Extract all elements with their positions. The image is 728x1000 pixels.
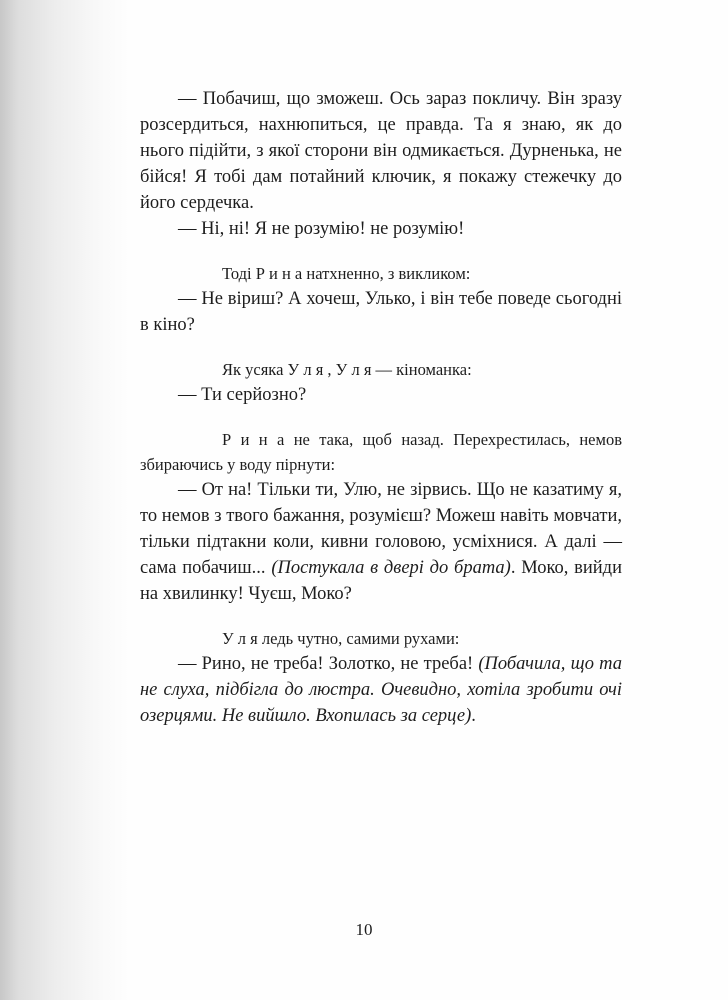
- italic-run: (Постукала в двері до брата): [271, 558, 511, 578]
- text-run: — Не віриш? А хочеш, Улько, і він тебе поведе сьогодні в кіно?: [140, 289, 622, 335]
- dialogue-paragraph: [140, 477, 622, 607]
- italic-run: (Побачила, що та не слуха, підбігла до люстра. Очевидно, хотіла зробити очі озерцями. Не вийшло. Вхопилась за серце): [140, 654, 622, 726]
- dialogue-paragraph: [140, 286, 622, 338]
- text-block: [140, 86, 622, 729]
- dialogue-paragraph: [140, 651, 622, 729]
- dialogue-paragraph: [140, 86, 622, 216]
- dialogue-paragraph: [140, 382, 622, 408]
- text-run: .: [471, 706, 476, 726]
- stage-direction: [140, 626, 622, 651]
- stage-direction: [140, 261, 622, 286]
- page-number: 10: [355, 920, 373, 939]
- text-run: — От на! Тільки ти, Улю, не зірвись. Що не казатиму я, то немов з твого бажання, розумієш? Можеш навіть мовчати, тільки підтакни коли, кивни головою, усміхнися. А далі — сама побачиш...: [140, 480, 622, 578]
- text-run: — Ти серйозно?: [178, 385, 307, 405]
- text-run: . Моко, вийди на хвилинку! Чуєш, Моко?: [140, 558, 622, 604]
- text-run: — Ні, ні! Я не розумію! не розумію!: [178, 219, 465, 239]
- text-run: Як усяка У л я , У л я — кіноманка:: [222, 360, 472, 379]
- text-run: — Побачиш, що зможеш. Ось зараз покличу. Він зразу розсердиться, нахнюпиться, це правда. Та я знаю, як до нього підійти, з якої сторони він одмикається. Дурненька, не бійся! Я тобі дам потайний ключик, я покажу стежечку до його сердечка.: [140, 89, 622, 213]
- text-run: — Рино, не треба! Золотко, не треба!: [178, 654, 479, 674]
- stage-direction: [140, 357, 622, 382]
- text-run: Тоді Р и н а натхненно, з викликом:: [222, 264, 471, 283]
- text-run: У л я ледь чутно, самими рухами:: [222, 629, 460, 648]
- scan-shadow: [0, 0, 130, 1000]
- stage-direction: [140, 427, 622, 477]
- dialogue-paragraph: [140, 216, 622, 242]
- text-run: Р и н а не така, щоб назад. Перехрестилась, немов збираючись у воду пірнути:: [140, 430, 622, 474]
